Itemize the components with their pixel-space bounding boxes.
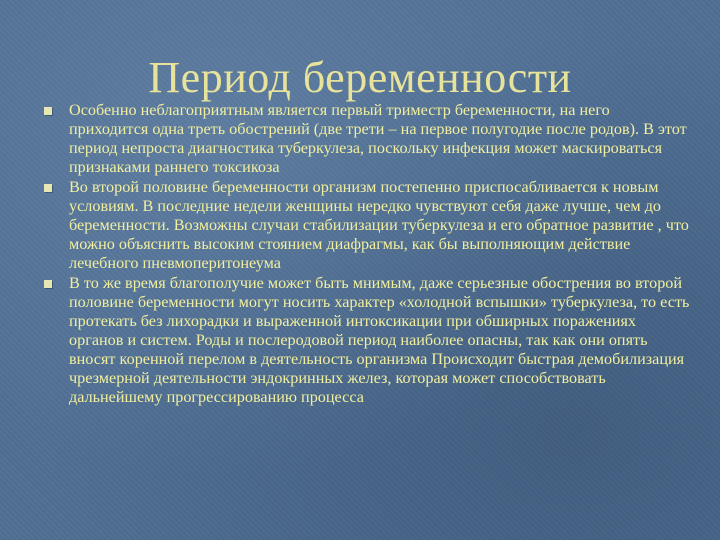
square-bullet-icon [44, 107, 52, 115]
square-bullet-icon [44, 184, 52, 192]
bullet-list [44, 101, 692, 408]
slide-title: Период беременности [148, 53, 572, 102]
bullet-text: Особенно неблагоприятным является первый триместр беременности, на него приходится одна треть обострений (две трети – на первое полугодие после родов). В этот период непроста диагностика туберкулеза, поскольку инфекция может маскироваться признаками раннего токсикоза [69, 101, 687, 176]
bullet-text: В то же время благополучие может быть мнимым, даже серьезные обострения во второй половине беременности могут носить характер «холодной вспышки» туберкулеза, то есть протекать без лихорадки и выраженной интоксикации при обширных поражениях органов и систем. Роды и послеродовой период наиболее опасны, так как они опять вносят коренной перелом в деятельность организма Происходит быстрая демобилизация чрезмерной деятельности эндокринных желез, которая может способствовать дальнейшему прогрессированию процесса [69, 274, 690, 406]
bullet-item [44, 101, 692, 177]
bullet-item [44, 178, 692, 273]
square-bullet-icon [44, 280, 52, 288]
bullet-text: Во второй половине беременности организм постепенно приспосабливается к новым условиям. В последние недели женщины нередко чувствуют себя даже лучше, чем до беременности. Возможны случаи стабилизации туберкулеза и его обратное развитие , что можно объяснить высоким стоянием диафрагмы, как бы выполняющим действие лечебного пневмоперитонеума [69, 178, 689, 272]
bullet-item [44, 274, 692, 407]
